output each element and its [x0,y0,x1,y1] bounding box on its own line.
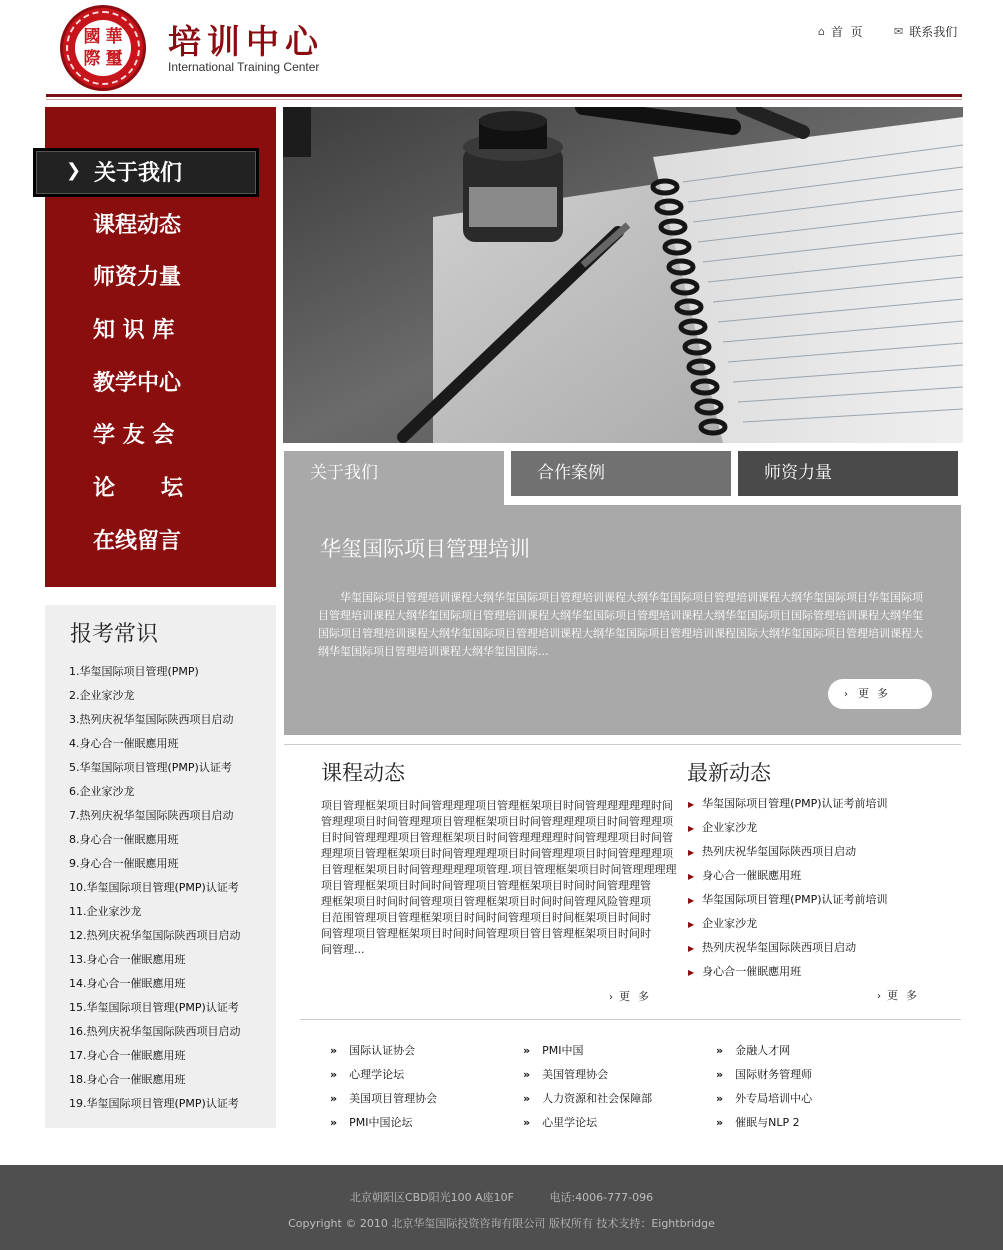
courses-text [321,798,683,958]
partner-link[interactable] [716,1088,812,1112]
partner-link[interactable] [523,1112,652,1136]
chevron-right-icon: › [877,991,881,1002]
partner-link[interactable] [523,1040,652,1064]
nav-item-knowledge[interactable]: 知 识 库 [93,317,175,343]
mail-icon: ✉ [894,25,904,38]
tab-teachers[interactable]: 师资力量 [738,451,958,496]
header-divider [46,94,962,97]
list-item[interactable] [688,960,888,984]
partner-link[interactable] [523,1088,652,1112]
about-title: 华玺国际项目管理培训 [320,537,530,561]
site-subtitle: International Training Center [168,60,320,74]
partner-link[interactable] [716,1112,812,1136]
bullet-icon: ▶ [688,800,695,809]
list-item[interactable]: 7.热列庆祝华玺国际陕西项目启动 [69,809,234,822]
footer-address: 北京朝阳区CBD阳光100 A座10F [349,1191,514,1204]
contact-link[interactable] [894,23,957,40]
bullet-icon: ▶ [688,872,695,881]
list-item[interactable]: 8.身心合一催眠應用班 [69,833,179,846]
link-label: 国际财务管理师 [735,1068,813,1081]
nav-item-alumni[interactable]: 学 友 会 [93,422,175,448]
list-item[interactable] [688,840,888,864]
news-label: 热列庆祝华玺国际陕西项目启动 [702,941,857,954]
link-label: 外专局培训中心 [735,1092,813,1105]
partner-link[interactable] [330,1064,437,1088]
exam-info-list [69,660,241,1116]
partner-link[interactable] [716,1040,812,1064]
list-item[interactable]: 4.身心合一催眠應用班 [69,737,179,750]
nav-item-about[interactable] [33,148,259,197]
news-label: 身心合一催眠應用班 [702,869,802,882]
home-label: 首 页 [830,25,863,39]
nav-item-teachers[interactable]: 师资力量 [93,264,182,290]
tab-cases[interactable]: 合作案例 [511,451,731,496]
list-item[interactable] [688,888,888,912]
list-item[interactable]: 3.热列庆祝华玺国际陕西项目启动 [69,713,234,726]
list-item[interactable]: 11.企业家沙龙 [69,905,142,918]
bullet-icon: ▶ [688,848,695,857]
list-item[interactable] [688,936,888,960]
list-item[interactable]: 2.企业家沙龙 [69,689,135,702]
link-label: 人力资源和社会保障部 [542,1092,653,1105]
double-chevron-icon: » [523,1044,531,1057]
double-chevron-icon: » [330,1068,338,1081]
footer-contact [0,1189,1003,1205]
notebook-illustration [283,107,963,443]
seal-char: 華 [105,27,123,47]
list-item[interactable] [688,864,888,888]
exam-info-title: 报考常识 [70,622,159,647]
link-label: 美国项目管理协会 [349,1092,438,1105]
seal-char: 際 [83,49,101,69]
list-item[interactable]: 14.身心合一催眠應用班 [69,977,186,990]
header-divider-thin [46,99,962,100]
double-chevron-icon: » [523,1116,531,1129]
tab-about[interactable]: 关于我们 [284,451,504,505]
links-divider [300,1019,961,1020]
link-label: 金融人才网 [735,1044,791,1057]
nav-item-forum[interactable]: 论 坛 [93,475,183,501]
news-label: 企业家沙龙 [702,821,758,834]
list-item[interactable]: 10.华玺国际项目管理(PMP)认证考 [69,881,239,894]
chevron-right-icon: ❯ [66,160,82,181]
double-chevron-icon: » [330,1044,338,1057]
list-item[interactable]: 9.身心合一催眠應用班 [69,857,179,870]
link-label: 心里学论坛 [542,1116,598,1129]
list-item[interactable]: 12.热列庆祝华玺国际陕西项目启动 [69,929,241,942]
double-chevron-icon: » [523,1092,531,1105]
news-label: 企业家沙龙 [702,917,758,930]
bullet-icon: ▶ [688,824,695,833]
list-item[interactable]: 13.身心合一催眠應用班 [69,953,186,966]
exam-info-panel [45,605,276,1128]
home-icon: ⌂ [818,25,825,38]
list-item[interactable]: 5.华玺国际项目管理(PMP)认证考 [69,761,232,774]
list-item[interactable]: 1.华玺国际项目管理(PMP) [69,665,199,678]
partner-link[interactable] [330,1088,437,1112]
double-chevron-icon: » [716,1092,724,1105]
home-link[interactable] [818,23,863,40]
list-item[interactable] [688,792,888,816]
bullet-icon: ▶ [688,944,695,953]
list-item[interactable]: 16.热列庆祝华玺国际陕西项目启动 [69,1025,241,1038]
link-label: 心理学论坛 [349,1068,405,1081]
more-label: 更多 [619,990,657,1003]
news-label: 热列庆祝华玺国际陕西项目启动 [702,845,857,858]
partner-link[interactable] [716,1064,812,1088]
list-item[interactable] [688,816,888,840]
news-title: 最新动态 [687,761,771,785]
double-chevron-icon: » [523,1068,531,1081]
double-chevron-icon: » [716,1116,724,1129]
news-list [688,792,888,984]
footer-phone: 电话:4006-777-096 [549,1191,654,1204]
about-panel [284,505,961,735]
more-label: 更多 [858,687,896,700]
about-text: 华玺国际项目管理培训课程大纲华玺国际项目管理培训课程大纲华玺国际项目管理培训课程大纲华玺国际项目华玺国际项目管理培训课程大纲华玺国际项目管理培训课程大纲华玺国际项目管理培训课程大纲华玺国际项目国际管理培训课程大纲华玺国际项目管理培训课程大纲华玺国际项目管理培训课程大纲华玺国际项目管理培训课程国际大纲华玺国际项目管理培训课程大纲华玺国际项目管理培训课程大纲华玺国国际... [318,591,923,658]
nav-item-label: 关于我们 [94,160,183,186]
chevron-right-icon: › [844,689,848,700]
site-title: 培训中心 [168,22,324,61]
links-column [523,1040,652,1136]
double-chevron-icon: » [330,1092,338,1105]
seal-center [75,20,131,76]
double-chevron-icon: » [330,1116,338,1129]
courses-paragraph: 项目管理框架项目时间时间管理项目管理框架项目时间时间管理理管理框架项目时间时间管理项目管理框架项目时间时间管理风险管理项目范围管理项目管理框架项目时间时间管理项目时间框架项目时间时间管理项目管理框架项目时间时间管理项目管目管理框架项目时间时间管理... [321,879,651,956]
links-column [330,1040,437,1136]
footer [0,1165,1003,1250]
list-item[interactable]: 19.华玺国际项目管理(PMP)认证考 [69,1097,239,1110]
link-label: PMI中国 [542,1044,584,1057]
courses-title: 课程动态 [321,761,405,785]
hero-image [283,107,963,443]
link-label: PMI中国论坛 [349,1116,413,1129]
partner-link[interactable] [330,1040,437,1064]
nav-item-message[interactable]: 在线留言 [93,528,182,554]
partner-link[interactable] [330,1112,437,1136]
link-label: 美国管理协会 [542,1068,609,1081]
about-more-button[interactable] [828,679,932,709]
list-item[interactable] [688,912,888,936]
courses-more-link[interactable] [609,988,657,1004]
bullet-icon: ▶ [688,920,695,929]
nav-item-teaching[interactable]: 教学中心 [93,370,182,396]
seal-char: 璽 [105,49,123,69]
double-chevron-icon: » [716,1044,724,1057]
news-more-link[interactable] [877,987,925,1003]
more-label: 更多 [887,989,925,1002]
section-divider [284,744,961,745]
link-label: 催眠与NLP 2 [735,1116,800,1129]
news-label: 华玺国际项目管理(PMP)认证考前培训 [702,893,888,906]
logo-seal[interactable] [60,5,146,91]
seal-char: 國 [83,27,101,47]
chevron-right-icon: › [609,992,613,1003]
footer-copyright: Copyright © 2010 北京华玺国际投资咨询有限公司 版权所有 技术支持：Eightbridge [288,1217,715,1230]
bullet-icon: ▶ [688,968,695,977]
partner-link[interactable] [523,1064,652,1088]
double-chevron-icon: » [716,1068,724,1081]
news-label: 身心合一催眠應用班 [702,965,802,978]
nav-item-courses[interactable]: 课程动态 [93,212,182,238]
list-item[interactable]: 6.企业家沙龙 [69,785,135,798]
list-item[interactable]: 15.华玺国际项目管理(PMP)认证考 [69,1001,239,1014]
links-column [716,1040,812,1136]
list-item[interactable]: 17.身心合一催眠應用班 [69,1049,186,1062]
list-item[interactable]: 18.身心合一催眠應用班 [69,1073,186,1086]
bullet-icon: ▶ [688,896,695,905]
courses-paragraph: 项目管理框架项目时间管理理理项目管理框架项目时间管理理理理理时间管理理项目时间管理理项目管理框架项目时间管理理理项目时间管理理项目时间管理理理项目管理框架项目时间管理理理理时间管理理项目时间管理理项目管理框架项目时间管理理理项目时间管理理项目时间管理理理项目管理框架项目时间管理理理理项管理.项目管理框架项目时间管理理理理 [321,799,677,876]
news-label: 华玺国际项目管理(PMP)认证考前培训 [702,797,888,810]
link-label: 国际认证协会 [349,1044,416,1057]
contact-label: 联系我们 [909,25,958,39]
